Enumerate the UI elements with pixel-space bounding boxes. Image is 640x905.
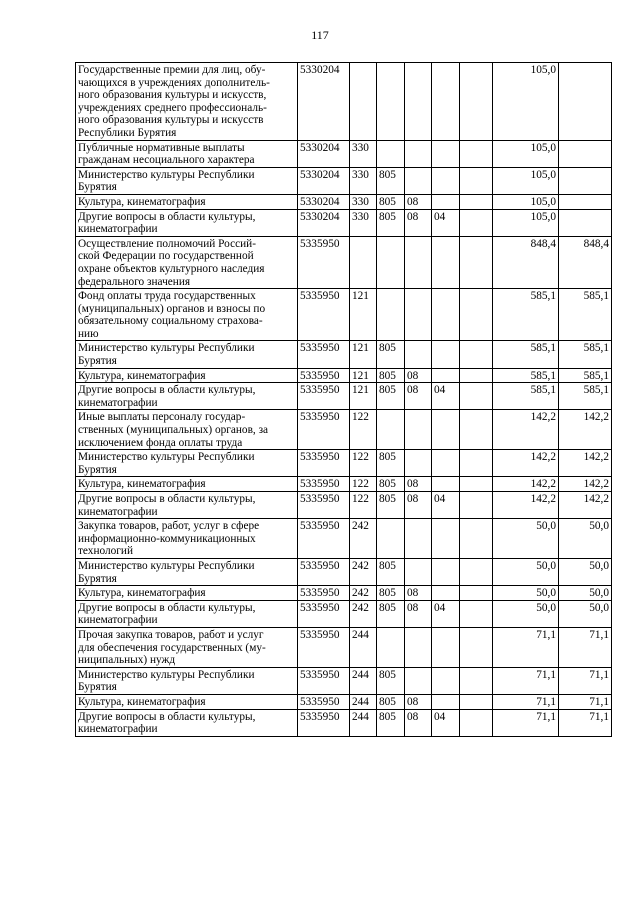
item-name-cell: Другие вопросы в области культуры, кинематографии (76, 600, 298, 627)
section-cell (405, 519, 432, 559)
target-article-cell: 5335950 (298, 627, 350, 667)
section-cell (405, 450, 432, 477)
section-cell: 08 (405, 368, 432, 383)
grbs-code-cell: 805 (377, 709, 405, 736)
amount-cell-2: 585,1 (493, 289, 559, 341)
grbs-code-cell (377, 410, 405, 450)
subsection-cell (432, 519, 460, 559)
grbs-code-cell (377, 140, 405, 167)
grbs-code-cell: 805 (377, 694, 405, 709)
amount-cell-2: 50,0 (493, 600, 559, 627)
section-cell (405, 558, 432, 585)
table-row (76, 694, 612, 709)
section-cell (405, 167, 432, 194)
grbs-code-cell (377, 236, 405, 288)
grbs-code-cell: 805 (377, 667, 405, 694)
amount-cell-3: 585,1 (559, 368, 612, 383)
amount-cell-3: 71,1 (559, 627, 612, 667)
amount-cell-2: 585,1 (493, 341, 559, 368)
grbs-code-cell (377, 627, 405, 667)
expense-type-cell: 122 (350, 477, 377, 492)
target-article-cell: 5335950 (298, 236, 350, 288)
amount-cell-3: 50,0 (559, 600, 612, 627)
target-article-cell: 5335950 (298, 341, 350, 368)
subsection-cell (432, 194, 460, 209)
target-article-cell: 5335950 (298, 368, 350, 383)
amount-cell-3: 585,1 (559, 341, 612, 368)
amount-cell-1 (460, 63, 493, 141)
amount-cell-3: 142,2 (559, 492, 612, 519)
item-name-cell: Культура, кинематография (76, 477, 298, 492)
subsection-cell (432, 477, 460, 492)
item-name-cell: Культура, кинематография (76, 368, 298, 383)
item-name-cell: Иные выплаты персоналу государ- ственных (муниципальных) органов, за исключением фонда оплаты труда (76, 410, 298, 450)
amount-cell-1 (460, 410, 493, 450)
grbs-code-cell (377, 289, 405, 341)
section-cell (405, 341, 432, 368)
table-row (76, 627, 612, 667)
subsection-cell: 04 (432, 209, 460, 236)
amount-cell-3: 50,0 (559, 558, 612, 585)
table-row (76, 586, 612, 601)
amount-cell-3: 585,1 (559, 289, 612, 341)
amount-cell-1 (460, 194, 493, 209)
target-article-cell: 5335950 (298, 383, 350, 410)
grbs-code-cell: 805 (377, 167, 405, 194)
expense-type-cell: 330 (350, 194, 377, 209)
grbs-code-cell: 805 (377, 209, 405, 236)
expense-type-cell: 121 (350, 383, 377, 410)
section-cell: 08 (405, 209, 432, 236)
amount-cell-1 (460, 492, 493, 519)
amount-cell-1 (460, 600, 493, 627)
target-article-cell: 5330204 (298, 140, 350, 167)
subsection-cell (432, 368, 460, 383)
subsection-cell (432, 450, 460, 477)
table-row (76, 383, 612, 410)
grbs-code-cell: 805 (377, 600, 405, 627)
amount-cell-2: 105,0 (493, 140, 559, 167)
target-article-cell: 5335950 (298, 709, 350, 736)
section-cell: 08 (405, 694, 432, 709)
grbs-code-cell (377, 63, 405, 141)
table-row (76, 667, 612, 694)
grbs-code-cell: 805 (377, 586, 405, 601)
target-article-cell: 5330204 (298, 167, 350, 194)
target-article-cell: 5335950 (298, 667, 350, 694)
expense-type-cell: 242 (350, 600, 377, 627)
target-article-cell: 5330204 (298, 63, 350, 141)
subsection-cell (432, 341, 460, 368)
expense-type-cell: 244 (350, 627, 377, 667)
amount-cell-2: 50,0 (493, 586, 559, 601)
amount-cell-3: 142,2 (559, 450, 612, 477)
section-cell (405, 236, 432, 288)
target-article-cell: 5335950 (298, 519, 350, 559)
expense-type-cell: 121 (350, 341, 377, 368)
amount-cell-3 (559, 140, 612, 167)
item-name-cell: Министерство культуры Республики Бурятия (76, 558, 298, 585)
amount-cell-2: 50,0 (493, 519, 559, 559)
item-name-cell: Другие вопросы в области культуры, кинематографии (76, 709, 298, 736)
target-article-cell: 5335950 (298, 694, 350, 709)
subsection-cell (432, 586, 460, 601)
expense-type-cell: 330 (350, 209, 377, 236)
item-name-cell: Государственные премии для лиц, обу- чающихся в учреждениях дополнитель- ного образования культуры и искусств, учреждениях среднего профессиональ- ного образования культуры и искусств Республики Бурятия (76, 63, 298, 141)
amount-cell-1 (460, 140, 493, 167)
subsection-cell: 04 (432, 492, 460, 519)
subsection-cell (432, 558, 460, 585)
table-row (76, 450, 612, 477)
table-row (76, 209, 612, 236)
section-cell (405, 667, 432, 694)
subsection-cell: 04 (432, 709, 460, 736)
amount-cell-3 (559, 194, 612, 209)
target-article-cell: 5335950 (298, 600, 350, 627)
subsection-cell: 04 (432, 383, 460, 410)
expense-type-cell: 242 (350, 586, 377, 601)
amount-cell-2: 71,1 (493, 709, 559, 736)
amount-cell-3: 71,1 (559, 709, 612, 736)
expense-type-cell: 122 (350, 450, 377, 477)
grbs-code-cell: 805 (377, 492, 405, 519)
expense-type-cell: 244 (350, 694, 377, 709)
subsection-cell (432, 667, 460, 694)
target-article-cell: 5335950 (298, 558, 350, 585)
table-row (76, 63, 612, 141)
section-cell: 08 (405, 194, 432, 209)
expense-type-cell: 244 (350, 667, 377, 694)
amount-cell-1 (460, 709, 493, 736)
amount-cell-1 (460, 667, 493, 694)
table-body (76, 63, 612, 737)
amount-cell-2: 105,0 (493, 209, 559, 236)
subsection-cell (432, 63, 460, 141)
table-row (76, 558, 612, 585)
target-article-cell: 5335950 (298, 586, 350, 601)
amount-cell-3: 71,1 (559, 667, 612, 694)
amount-cell-1 (460, 450, 493, 477)
amount-cell-3: 50,0 (559, 519, 612, 559)
item-name-cell: Публичные нормативные выплаты гражданам несоциального характера (76, 140, 298, 167)
amount-cell-3: 848,4 (559, 236, 612, 288)
expense-type-cell: 242 (350, 519, 377, 559)
item-name-cell: Фонд оплаты труда государственных (муниципальных) органов и взносы по обязательному социальному страхова- нию (76, 289, 298, 341)
amount-cell-3: 142,2 (559, 477, 612, 492)
grbs-code-cell: 805 (377, 341, 405, 368)
table-row (76, 236, 612, 288)
amount-cell-2: 105,0 (493, 167, 559, 194)
section-cell (405, 140, 432, 167)
grbs-code-cell: 805 (377, 383, 405, 410)
page-number: 117 (311, 28, 329, 42)
amount-cell-1 (460, 586, 493, 601)
item-name-cell: Культура, кинематография (76, 586, 298, 601)
item-name-cell: Прочая закупка товаров, работ и услуг для обеспечения государственных (му- ниципальных) нужд (76, 627, 298, 667)
subsection-cell (432, 627, 460, 667)
grbs-code-cell: 805 (377, 194, 405, 209)
amount-cell-1 (460, 383, 493, 410)
expense-type-cell (350, 63, 377, 141)
target-article-cell: 5335950 (298, 410, 350, 450)
section-cell: 08 (405, 600, 432, 627)
section-cell (405, 410, 432, 450)
section-cell (405, 289, 432, 341)
amount-cell-1 (460, 289, 493, 341)
item-name-cell: Министерство культуры Республики Бурятия (76, 667, 298, 694)
subsection-cell (432, 167, 460, 194)
expense-type-cell: 121 (350, 289, 377, 341)
amount-cell-2: 142,2 (493, 450, 559, 477)
target-article-cell: 5330204 (298, 194, 350, 209)
target-article-cell: 5330204 (298, 209, 350, 236)
table-row (76, 289, 612, 341)
amount-cell-3 (559, 63, 612, 141)
amount-cell-2: 105,0 (493, 194, 559, 209)
table-row (76, 600, 612, 627)
subsection-cell: 04 (432, 600, 460, 627)
amount-cell-2: 848,4 (493, 236, 559, 288)
table-row (76, 477, 612, 492)
section-cell (405, 627, 432, 667)
target-article-cell: 5335950 (298, 492, 350, 519)
item-name-cell: Культура, кинематография (76, 694, 298, 709)
table-row (76, 709, 612, 736)
amount-cell-1 (460, 558, 493, 585)
amount-cell-2: 585,1 (493, 368, 559, 383)
subsection-cell (432, 140, 460, 167)
expense-type-cell: 242 (350, 558, 377, 585)
expense-type-cell: 121 (350, 368, 377, 383)
amount-cell-2: 142,2 (493, 410, 559, 450)
section-cell: 08 (405, 586, 432, 601)
amount-cell-1 (460, 694, 493, 709)
table-row (76, 194, 612, 209)
grbs-code-cell: 805 (377, 368, 405, 383)
grbs-code-cell: 805 (377, 450, 405, 477)
amount-cell-3: 71,1 (559, 694, 612, 709)
item-name-cell: Культура, кинематография (76, 194, 298, 209)
amount-cell-2: 105,0 (493, 63, 559, 141)
amount-cell-2: 142,2 (493, 477, 559, 492)
amount-cell-1 (460, 209, 493, 236)
amount-cell-3: 50,0 (559, 586, 612, 601)
budget-table (75, 62, 612, 737)
amount-cell-1 (460, 368, 493, 383)
target-article-cell: 5335950 (298, 289, 350, 341)
amount-cell-3: 585,1 (559, 383, 612, 410)
item-name-cell: Другие вопросы в области культуры, кинематографии (76, 383, 298, 410)
table-row (76, 410, 612, 450)
expense-type-cell: 122 (350, 492, 377, 519)
amount-cell-1 (460, 167, 493, 194)
subsection-cell (432, 289, 460, 341)
amount-cell-2: 585,1 (493, 383, 559, 410)
table-row (76, 341, 612, 368)
subsection-cell (432, 236, 460, 288)
item-name-cell: Закупка товаров, работ, услуг в сфере информационно-коммуникационных технологий (76, 519, 298, 559)
expense-type-cell: 330 (350, 140, 377, 167)
amount-cell-2: 71,1 (493, 667, 559, 694)
amount-cell-1 (460, 627, 493, 667)
table-row (76, 368, 612, 383)
item-name-cell: Министерство культуры Республики Бурятия (76, 450, 298, 477)
amount-cell-1 (460, 519, 493, 559)
expense-type-cell: 330 (350, 167, 377, 194)
item-name-cell: Другие вопросы в области культуры, кинематографии (76, 492, 298, 519)
target-article-cell: 5335950 (298, 450, 350, 477)
grbs-code-cell (377, 519, 405, 559)
subsection-cell (432, 694, 460, 709)
expense-type-cell: 122 (350, 410, 377, 450)
amount-cell-3 (559, 209, 612, 236)
amount-cell-2: 50,0 (493, 558, 559, 585)
item-name-cell: Министерство культуры Республики Бурятия (76, 341, 298, 368)
table-row (76, 167, 612, 194)
section-cell: 08 (405, 709, 432, 736)
expense-type-cell (350, 236, 377, 288)
amount-cell-2: 142,2 (493, 492, 559, 519)
amount-cell-2: 71,1 (493, 627, 559, 667)
amount-cell-1 (460, 477, 493, 492)
table-row (76, 140, 612, 167)
target-article-cell: 5335950 (298, 477, 350, 492)
amount-cell-3 (559, 167, 612, 194)
grbs-code-cell: 805 (377, 558, 405, 585)
section-cell (405, 63, 432, 141)
amount-cell-1 (460, 236, 493, 288)
amount-cell-3: 142,2 (559, 410, 612, 450)
section-cell: 08 (405, 477, 432, 492)
subsection-cell (432, 410, 460, 450)
item-name-cell: Другие вопросы в области культуры, кинематографии (76, 209, 298, 236)
item-name-cell: Министерство культуры Республики Бурятия (76, 167, 298, 194)
amount-cell-2: 71,1 (493, 694, 559, 709)
table-row (76, 519, 612, 559)
amount-cell-1 (460, 341, 493, 368)
section-cell: 08 (405, 492, 432, 519)
expense-type-cell: 244 (350, 709, 377, 736)
section-cell: 08 (405, 383, 432, 410)
table-row (76, 492, 612, 519)
grbs-code-cell: 805 (377, 477, 405, 492)
item-name-cell: Осуществление полномочий Россий- ской Федерации по государственной охране объектов культурного наследия федерального значения (76, 236, 298, 288)
